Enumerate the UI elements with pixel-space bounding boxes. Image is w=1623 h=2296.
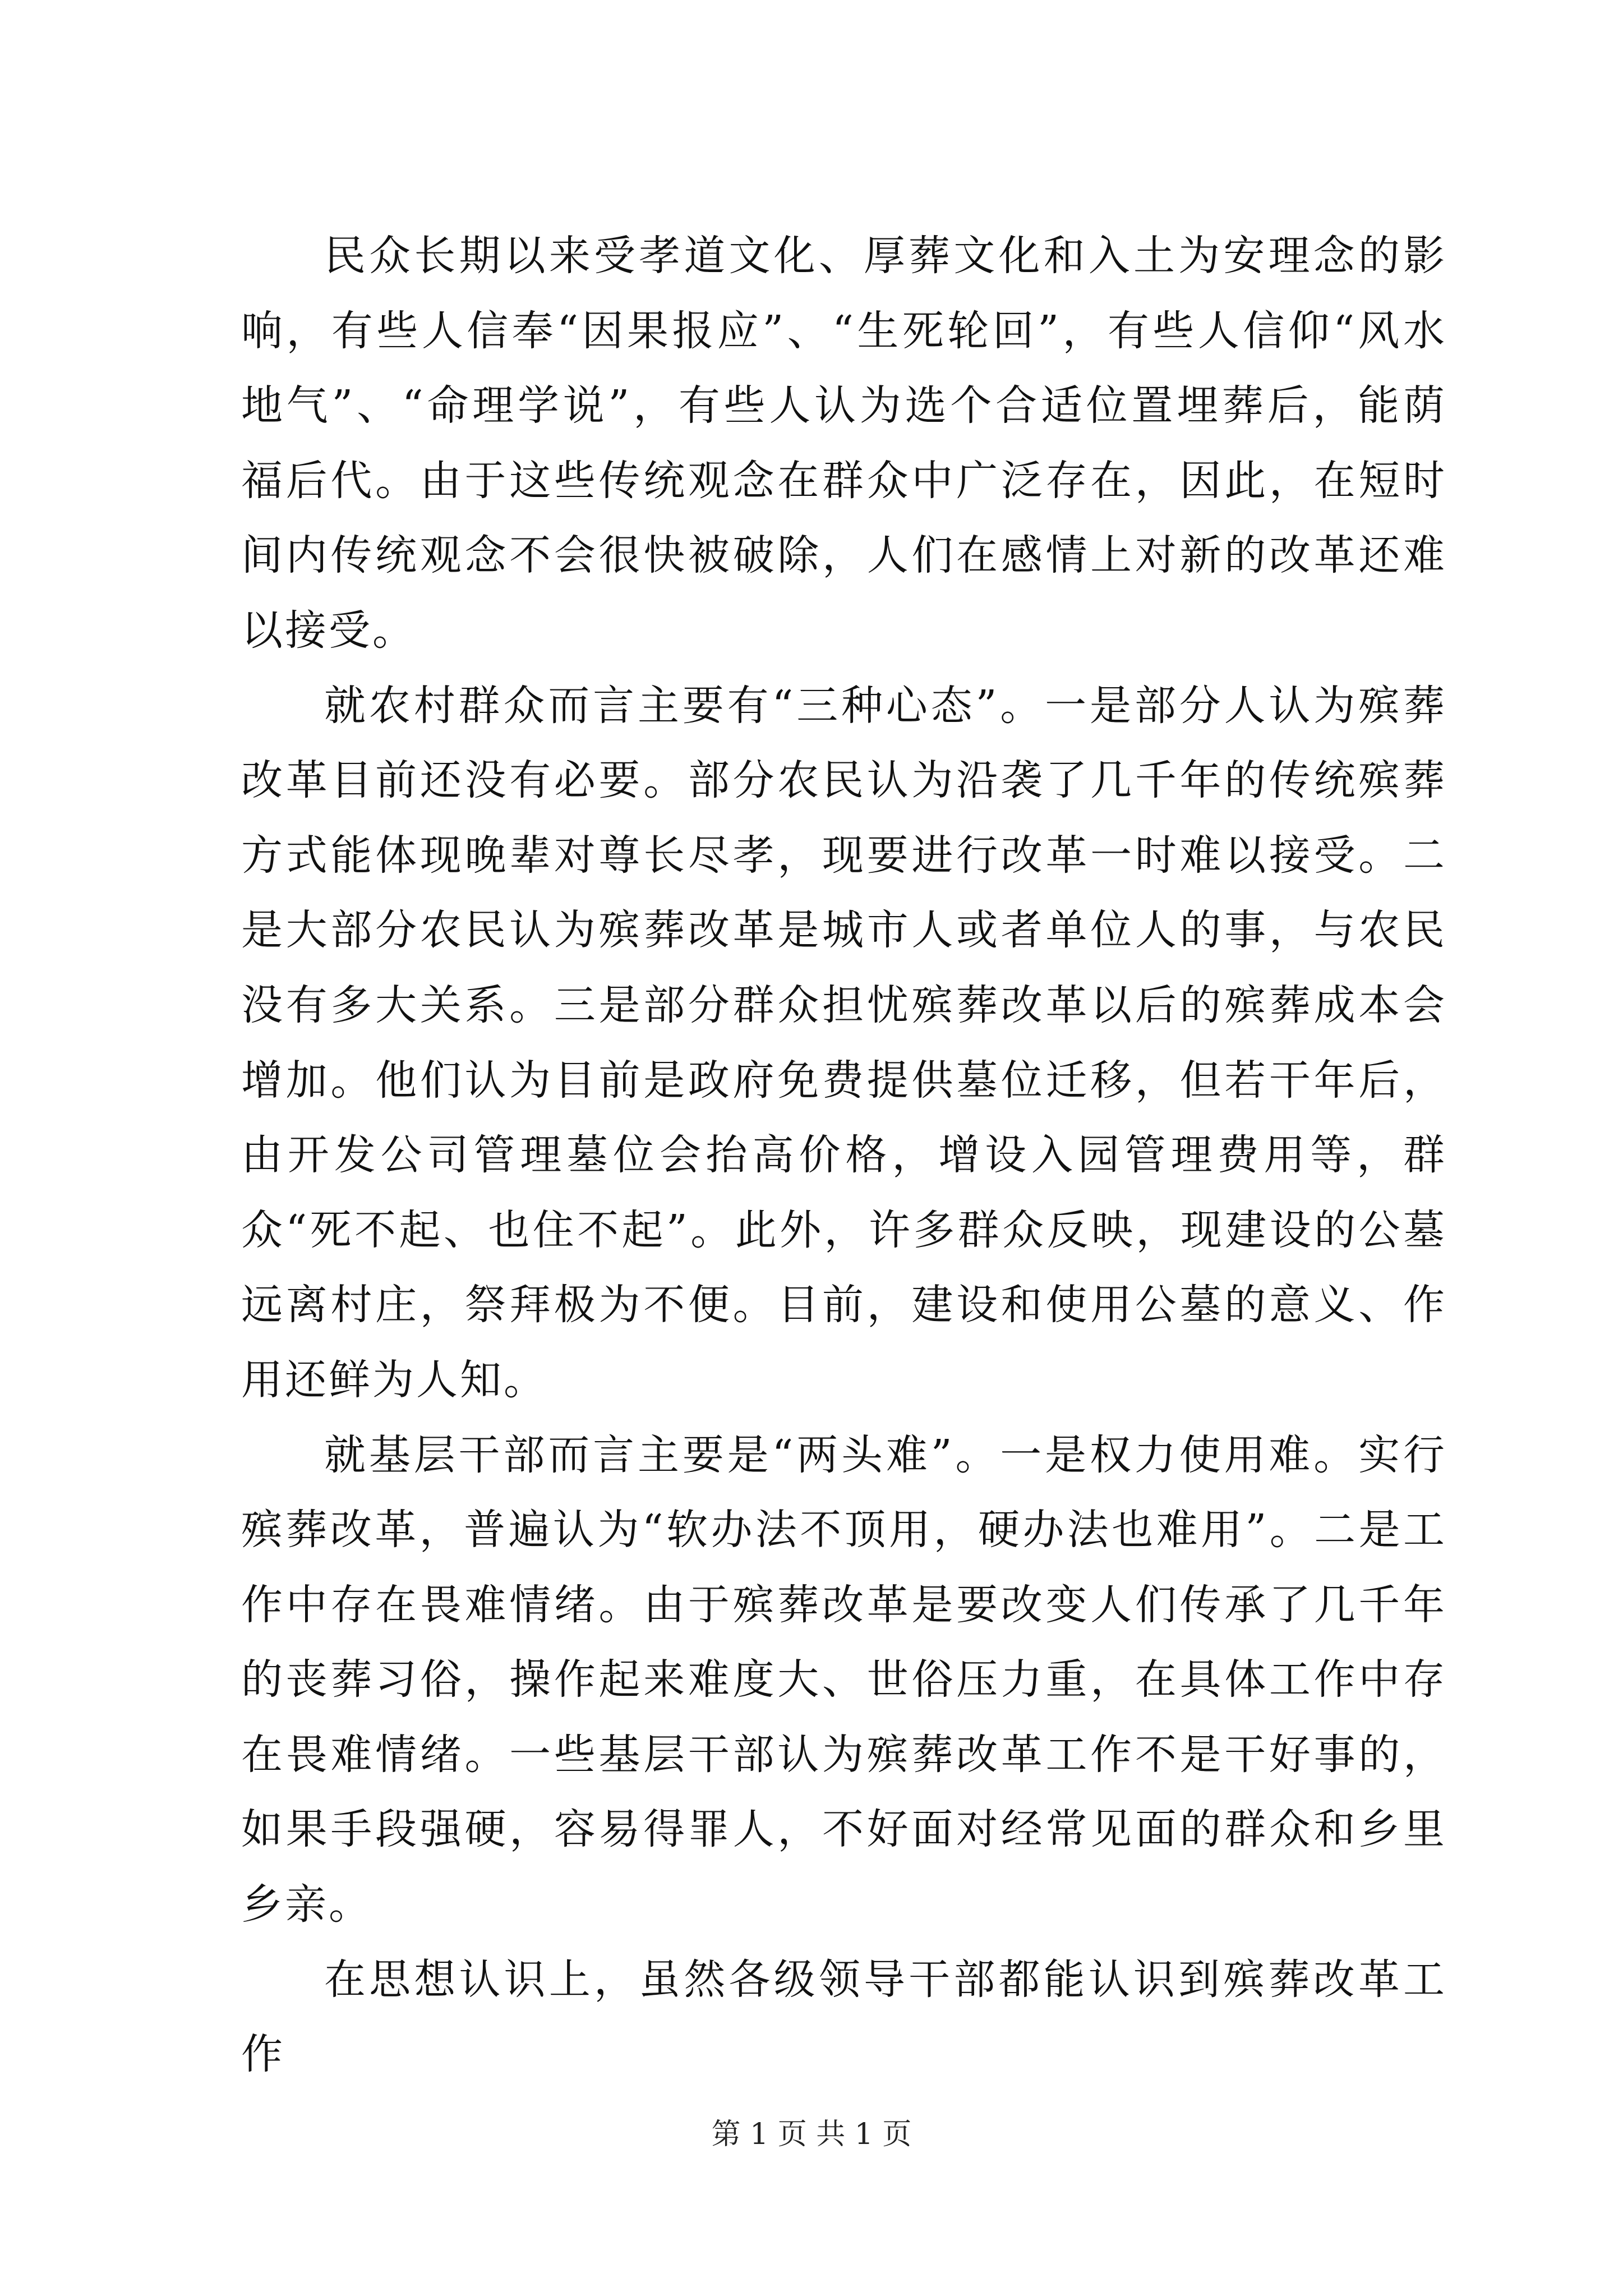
paragraph-2: 就农村群众而言主要有“三种心态”。一是部分人认为殡葬改革目前还没有必要。部分农民认为沿袭了几千年的传统殡葬方式能体现晚辈对尊长尽孝，现要进行改革一时难以接受。二是大部分农民认为殡葬改革是城市人或者单位人的事，与农民没有多大关系。三是部分群众担忧殡葬改革以后的殡葬成本会增加。他们认为目前是政府免费提供墓位迁移，但若干年后，由开发公司管理墓位会抬高价格，增设入园管理费用等，群众“死不起、也住不起”。此外，许多群众反映，现建设的公墓远离村庄，祭拜极为不便。目前，建设和使用公墓的意义、作用还鲜为人知。 bbox=[241, 681, 1447, 1404]
paragraph-4: 在思想认识上，虽然各级领导干部都能认识到殡葬改革工作 bbox=[241, 1955, 1447, 2079]
paragraph-3: 就基层干部而言主要是“两头难”。一是权力使用难。实行殡葬改革，普遍认为“软办法不顶用，硬办法也难用”。二是工作中存在畏难情绪。由于殡葬改革是要改变人们传承了几千年的丧葬习俗，操作起来难度大、世俗压力重，在具体工作中存在畏难情绪。一些基层干部认为殡葬改革工作不是干好事的，如果手段强硬，容易得罪人，不好面对经常见面的群众和乡里乡亲。 bbox=[241, 1430, 1447, 1929]
page-footer: 第 1 页 共 1 页 bbox=[711, 2118, 912, 2151]
paragraph-1: 民众长期以来受孝道文化、厚葬文化和入土为安理念的影响，有些人信奉“因果报应”、“生死轮回”，有些人信仰“风水地气”、“命理学说”，有些人认为选个合适位置埋葬后，能荫福后代。由于这些传统观念在群众中广泛存在，因此，在短时间内传统观念不会很快被破除，人们在感情上对新的改革还难以接受。 bbox=[241, 232, 1447, 655]
document-body bbox=[241, 219, 1447, 2092]
